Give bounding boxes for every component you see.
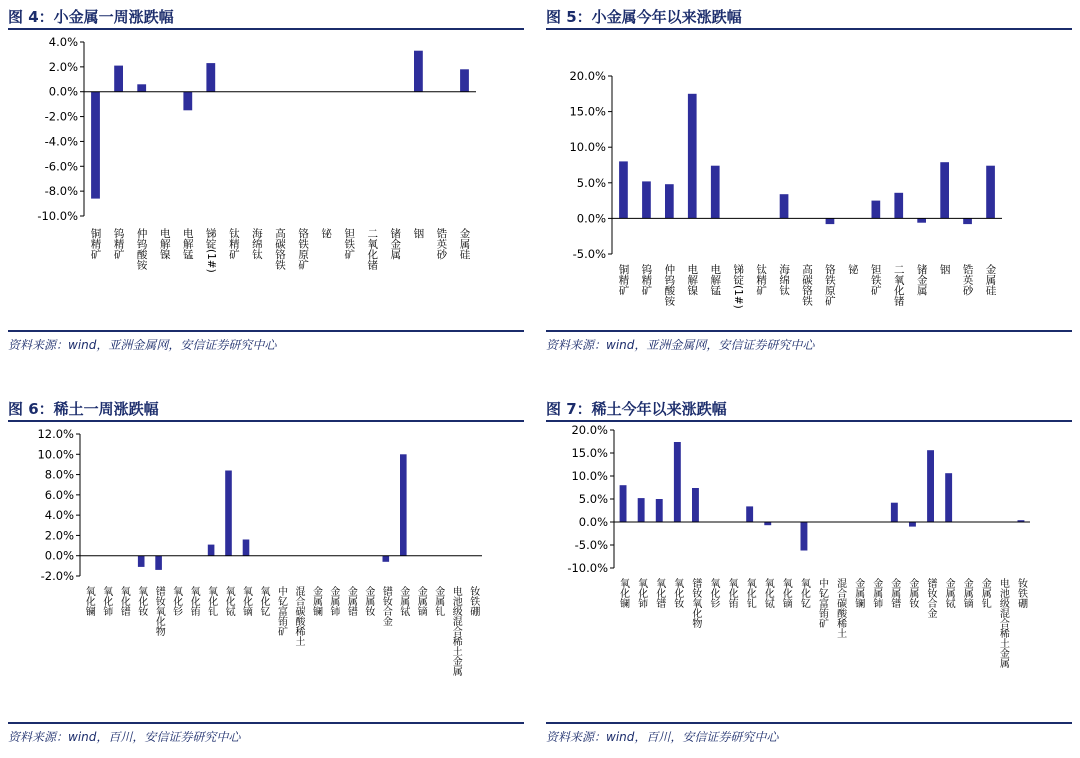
y-tick-label: 10.0% [569,140,606,155]
y-tick-label: 5.0% [576,175,606,190]
y-tick-label: -2.0% [40,569,74,583]
bar-14 [917,218,926,222]
x-category-label: 氧化钕 [671,578,683,608]
y-tick-label: 0.0% [578,515,608,529]
y-tick-label: 20.0% [571,423,608,437]
x-category-label: 氧化钇 [258,586,269,616]
x-category-label: 氧化铈 [100,586,112,616]
y-tick-label: 20.0% [569,69,606,83]
x-category-label: 高碳铬铁 [274,228,286,270]
x-category-label: 混合碳酸稀土 [834,578,846,638]
x-category-label: 金属镝 [961,578,973,608]
y-tick-label: 2.0% [44,528,74,543]
bar-5 [155,556,162,570]
x-category-label: 钨精矿 [640,264,653,296]
y-tick-label: 10.0% [37,447,74,462]
y-tick-label: -8.0% [44,184,78,199]
bar-8 [208,545,215,556]
y-tick-label: 0.0% [44,548,74,563]
y-tick-label: 15.0% [571,446,608,460]
y-tick-label: 4.0% [48,35,78,49]
x-category-label: 钽铁矿 [869,264,882,296]
chart-panel-4 [8,6,524,356]
x-category-label: 锑锭(1#) [204,228,217,273]
x-category-label: 二氧化锗 [892,264,905,306]
x-category-label: 金属硅 [458,228,471,260]
bar-2 [642,181,651,218]
x-category-label: 铬铁原矿 [297,228,310,270]
bar-16 [891,503,898,522]
x-category-label: 金属镧 [852,578,864,608]
x-category-label: 金属镝 [415,586,427,616]
x-category-label: 氧化钐 [170,586,182,616]
x-category-label: 钕铁硼 [1015,578,1027,608]
y-tick-label: -5.0% [574,538,608,552]
x-category-label: 氧化铕 [188,586,200,616]
y-tick-label: -6.0% [44,159,78,174]
bottom-rule [546,722,1072,724]
y-tick-label: -2.0% [44,109,78,124]
bar-5 [692,488,699,522]
x-category-label: 铟 [938,264,951,275]
x-category-label: 仲钨酸铵 [663,264,676,306]
x-category-label: 铟 [412,228,425,239]
y-tick-label: 4.0% [44,508,74,523]
bar-chart-svg [546,6,1072,336]
bar-12 [872,201,881,219]
x-category-label: 氧化钇 [798,578,810,608]
bar-16 [963,218,972,224]
bar-4 [688,94,697,219]
bar-1 [91,92,100,199]
bar-2 [114,66,123,92]
x-category-label: 电解锰 [709,264,722,296]
chart-title: 图 5：小金属今年以来涨跌幅 [546,8,742,26]
x-category-label: 二氧化锗 [366,228,379,270]
bar-3 [656,499,663,522]
x-category-label: 混合碳酸稀土 [293,586,304,646]
bar-8 [780,194,789,218]
x-category-label: 铋 [320,228,333,239]
x-category-label: 氧化铕 [726,578,738,608]
y-tick-label: 0.0% [48,84,78,99]
x-category-label: 铋 [846,264,859,275]
bar-18 [383,556,390,562]
x-category-label: 电解镍 [686,264,699,296]
x-category-label: 中钇富铕矿 [275,586,287,636]
y-tick-label: 5.0% [578,492,608,506]
bottom-rule [8,722,524,724]
x-category-label: 锆英砂 [435,228,448,260]
x-category-label: 钕铁硼 [467,586,479,616]
x-category-label: 氧化镨 [118,586,130,616]
x-category-label: 金属钕 [362,586,374,616]
chart-panel-5 [546,6,1072,356]
x-category-label: 海绵钛 [250,228,263,260]
x-category-label: 氧化钐 [708,578,719,608]
bottom-rule [8,330,524,332]
x-category-label: 铬铁原矿 [823,264,836,306]
x-category-label: 电池级混合稀土金属 [997,578,1009,668]
bar-9 [225,471,232,556]
x-category-label: 高碳铬铁 [801,264,813,306]
x-category-label: 氧化铽 [223,586,235,616]
x-category-label: 金属铽 [397,586,409,616]
x-category-label: 氧化镨 [653,578,665,608]
bar-17 [460,69,469,91]
x-category-label: 镨钕氧化物 [153,586,165,636]
x-category-label: 金属铈 [327,586,339,616]
source-note: 资料来源：wind，百川，安信证券研究中心 [546,730,779,744]
bar-4 [138,556,145,567]
y-tick-label: -5.0% [572,247,606,261]
y-tick-label: 10.0% [571,469,608,483]
bar-chart-svg [8,6,524,336]
x-category-label: 金属镧 [310,586,322,616]
x-category-label: 锑锭(1#) [732,264,745,309]
x-category-label: 氧化钆 [744,578,756,608]
y-tick-label: 2.0% [48,59,78,74]
bar-1 [620,485,627,522]
x-category-label: 氧化铽 [762,578,774,608]
y-tick-label: 6.0% [44,487,74,502]
y-tick-label: 12.0% [37,427,74,441]
bar-6 [206,63,215,92]
bar-2 [638,498,645,522]
source-note: 资料来源：wind，亚洲金属网，安信证券研究中心 [546,338,815,352]
bar-chart-svg [8,398,524,728]
y-tick-label: 15.0% [569,104,606,119]
x-category-label: 氧化镝 [240,586,252,616]
chart-panel-7 [546,398,1072,750]
y-tick-label: -10.0% [567,561,608,575]
x-category-label: 氧化钕 [135,586,147,616]
x-category-label: 氧化镧 [617,578,629,608]
bar-4 [674,442,681,522]
x-category-label: 仲钨酸铵 [135,228,148,270]
x-category-label: 锗金属 [389,228,402,260]
y-tick-label: 0.0% [576,211,606,226]
bar-15 [414,51,423,92]
chart-panel-6 [8,398,524,750]
x-category-label: 镨钕氧化物 [689,578,701,628]
x-category-label: 镨钕合金 [380,586,392,626]
source-note: 资料来源：wind，百川，安信证券研究中心 [8,730,241,744]
x-category-label: 钽铁矿 [343,228,356,260]
bar-5 [183,92,192,111]
bar-11 [801,522,808,551]
bar-13 [894,193,903,219]
chart-title: 图 6：稀土一周涨跌幅 [8,400,159,418]
y-tick-label: -10.0% [37,209,78,223]
bar-10 [826,218,835,224]
x-category-label: 钨精矿 [112,228,125,260]
bar-8 [746,506,753,522]
bar-3 [665,184,674,218]
bar-19 [945,473,952,522]
x-category-label: 电解锰 [181,228,194,260]
bar-17 [986,166,995,219]
x-category-label: 电解镍 [158,228,171,260]
x-category-label: 电池级混合稀土金属 [450,586,462,676]
bar-15 [940,162,949,218]
x-category-label: 镨钕合金 [925,578,936,618]
chart-title: 图 4：小金属一周涨跌幅 [8,8,174,26]
x-category-label: 金属钕 [906,578,918,608]
x-category-label: 锗金属 [915,264,928,296]
bottom-rule [546,330,1072,332]
x-category-label: 金属镨 [888,578,900,608]
x-category-label: 钛精矿 [755,264,768,296]
y-tick-label: 8.0% [44,467,74,482]
x-category-label: 氧化镧 [83,586,95,616]
chart-title: 图 7：稀土今年以来涨跌幅 [546,400,727,418]
x-category-label: 氧化铈 [635,578,647,608]
x-category-label: 氧化钆 [205,586,217,616]
x-category-label: 金属硅 [984,264,997,296]
bar-19 [400,454,407,555]
bar-10 [243,540,250,556]
x-category-label: 海绵钛 [778,264,791,296]
bar-17 [909,522,916,527]
bar-chart-svg [546,398,1072,728]
x-category-label: 钛精矿 [227,228,240,260]
x-category-label: 中钇富铕矿 [816,578,828,628]
bar-18 [927,450,934,522]
x-category-label: 锆英砂 [961,264,974,296]
bar-3 [137,84,146,92]
x-category-label: 金属镨 [345,586,357,616]
x-category-label: 铜精矿 [89,228,102,260]
bar-1 [619,161,628,218]
y-tick-label: -4.0% [44,134,78,149]
x-category-label: 金属铽 [943,578,955,608]
source-note: 资料来源：wind，亚洲金属网，安信证券研究中心 [8,338,277,352]
x-category-label: 金属钆 [432,586,444,616]
x-category-label: 金属钆 [979,578,991,608]
x-category-label: 铜精矿 [617,264,630,296]
x-category-label: 金属铈 [870,578,882,608]
x-category-label: 氧化镝 [780,578,792,608]
bar-5 [711,166,720,219]
